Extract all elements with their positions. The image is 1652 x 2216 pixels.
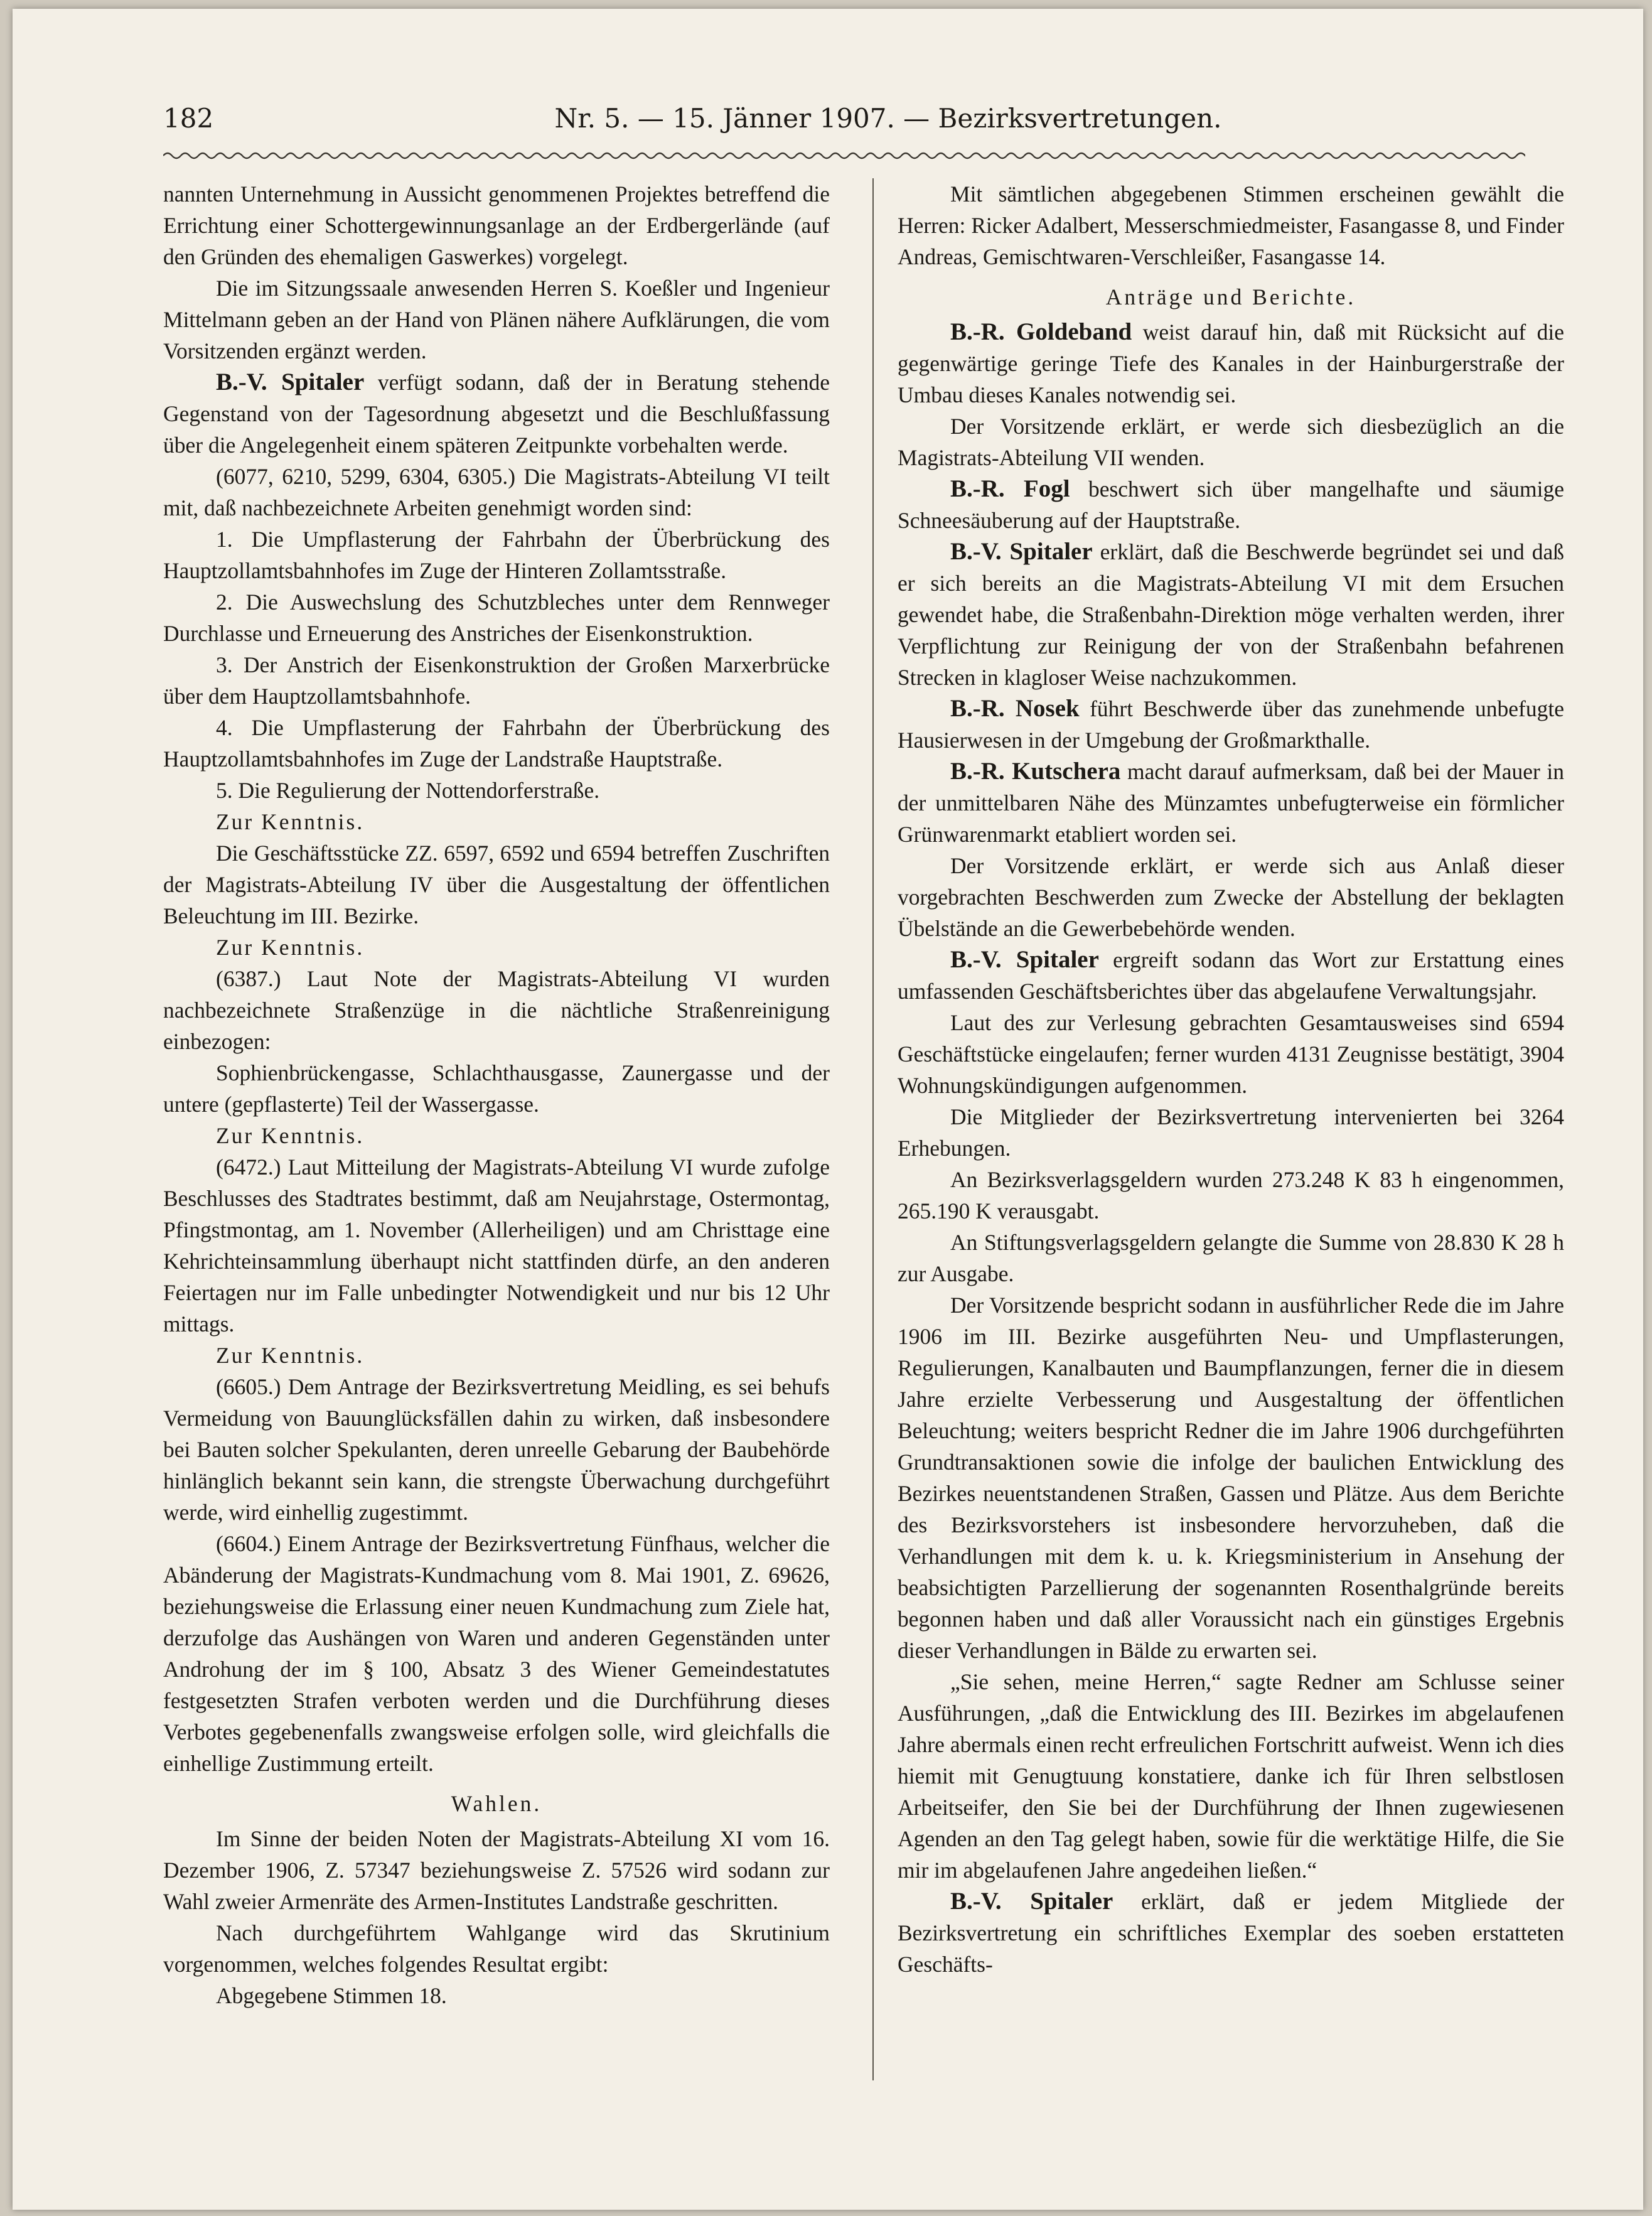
- paragraph: [163, 1057, 830, 1120]
- paragraph: [163, 1371, 830, 1528]
- speaker-name: B.-V. Spitaler: [950, 1888, 1113, 1915]
- paragraph-text: (6077, 6210, 5299, 6304, 6305.) Die Magistrats-Abteilung VI teilt mit, daß nachbezeichnete Arbeiten genehmigt worden sind:: [163, 464, 830, 520]
- speaker-name: B.-V. Spitaler: [950, 538, 1093, 565]
- paragraph-text: (6472.) Laut Mitteilung der Magistrats-Abteilung VI wurde zufolge Beschlusses des Stadtrates bestimmt, daß am Neujahrstage, Ostermontag, Pfingstmontag, am 1. November (Allerheiligen) und am Christtage eine Kehrichteinsammlung überhaupt nicht stattfinden dürfe, an den anderen Feiertagen nur im Falle unbedingter Notwendigkeit und nur bis 12 Uhr mittags.: [163, 1154, 830, 1337]
- speaker-name: B.-R. Nosek: [950, 695, 1080, 722]
- newspaper-page: [13, 9, 1643, 2210]
- paragraph-text: An Bezirksverlagsgeldern wurden 273.248 K 83 h eingenommen, 265.190 K verausgabt.: [898, 1167, 1564, 1224]
- paragraph: [898, 1886, 1564, 1980]
- paragraph-text: 1. Die Umpflasterung der Fahrbahn der Überbrückung des Hauptzollamtsbahnhofes im Zuge der Hinteren Zollamtsstraße.: [163, 527, 830, 583]
- paragraph-text: Mit sämtlichen abgegebenen Stimmen erscheinen gewählt die Herren: Ricker Adalbert, Messerschmiedmeister, Fasangasse 8, und Finder Andreas, Gemischtwaren-Verschleißer, Fasangasse 14.: [898, 181, 1564, 269]
- paragraph: [898, 1164, 1564, 1227]
- speaker-name: B.-V. Spitaler: [950, 946, 1099, 973]
- paragraph-text: 3. Der Anstrich der Eisenkonstruktion der Großen Marxerbrücke über dem Hauptzollamtsbahnhofe.: [163, 652, 830, 709]
- paragraph-text: Laut des zur Verlesung gebrachten Gesamtausweises sind 6594 Geschäftstücke eingelaufen; ferner wurden 4131 Zeugnisse bestätigt, 3904 Wohnungskündigungen aufgenommen.: [898, 1010, 1564, 1098]
- paragraph: [898, 1227, 1564, 1289]
- paragraph: [898, 178, 1564, 272]
- paragraph-text: Der Vorsitzende erklärt, er werde sich aus Anlaß dieser vorgebrachten Beschwerden zum Zwecke der Abstellung der beklagten Übelstände an die Gewerbebehörde wenden.: [898, 853, 1564, 941]
- paragraph-text: (6604.) Einem Antrage der Bezirksvertretung Fünfhaus, welcher die Abänderung der Magistrats-Kundmachung vom 8. Mai 1901, Z. 69626, beziehungsweise die Erlassung einer neuen Kundmachung zum Ziele hat, derzufolge das Aushängen von Waren und anderen Gegenständen unter Androhung der im § 100, Absatz 3 des Wiener Gemeindestatutes festgesetzten Strafen verboten werden und die Durchführung dieses Verbotes gegebenenfalls zwangsweise erfolgen solle, wird gleichfalls die einhellige Zustimmung erteilt.: [163, 1531, 830, 1776]
- paragraph: [898, 316, 1564, 411]
- paragraph-text: Der Vorsitzende bespricht sodann in ausführlicher Rede die im Jahre 1906 im III. Bezirke ausgeführten Neu- und Umpflasterungen, Regulierungen, Kanalbauten und Baumpflanzungen, ferner die in diesem Jahre erzielte Verbesserung und Ausgestaltung der öffentlichen Beleuchtung; weiters bespricht Redner die im Jahre 1906 durchgeführten Grundtransaktionen sowie die infolge der baulichen Entwicklung des Bezirkes neuentstandenen Straßen, Gassen und Plätze. Aus dem Berichte des Bezirksvorstehers ist insbesondere hervorzuheben, daß die Verhandlungen mit dem k. u. k. Kriegsministerium in Ansehung der beabsichtigten Parzellierung der sogenannten Rosenthalgründe bereits begonnen haben und daß aller Voraussicht nach ein günstiges Ergebnis dieser Verhandlungen in Bälde zu erwarten sei.: [898, 1293, 1564, 1663]
- paragraph-text: Anträge und Berichte.: [1105, 284, 1356, 309]
- section-heading: [163, 1788, 830, 1819]
- paragraph-text: Zur Kenntnis.: [216, 1123, 365, 1148]
- paragraph: [163, 178, 830, 272]
- paragraph-text: „Sie sehen, meine Herren,“ sagte Redner am Schlusse seiner Ausführungen, „daß die Entwicklung des III. Bezirkes im abgelaufenen Jahre abermals einen recht erfreulichen Fortschritt aufweist. Wenn ich dies hiemit mit Genugtuung konstatiere, danke ich für Ihren selbstlosen Arbeitseifer, den Sie bei der Durchführung der Ihnen zugewiesenen Agenden an den Tag gelegt haben, sowie für die werktätige Hilfe, die Sie mir im abgelaufenen Jahre angedeihen ließen.“: [898, 1669, 1564, 1883]
- paragraph: [898, 1101, 1564, 1164]
- paragraph: [163, 649, 830, 712]
- paragraph: [163, 1151, 830, 1340]
- note-zur-kenntnis: [163, 1340, 830, 1371]
- paragraph: [163, 461, 830, 524]
- paragraph-text: Zur Kenntnis.: [216, 809, 365, 834]
- speaker-name: B.-R. Goldeband: [950, 318, 1132, 345]
- paragraph: [898, 693, 1564, 756]
- paragraph: [898, 850, 1564, 944]
- paragraph-text: Abgegebene Stimmen 18.: [216, 1983, 447, 2008]
- note-zur-kenntnis: [163, 806, 830, 837]
- note-zur-kenntnis: [163, 1120, 830, 1151]
- column-divider: [872, 178, 874, 2080]
- paragraph-text: An Stiftungsverlagsgeldern gelangte die Summe von 28.830 K 28 h zur Ausgabe.: [898, 1230, 1564, 1286]
- note-zur-kenntnis: [163, 932, 830, 963]
- paragraph: [898, 473, 1564, 536]
- paragraph-text: erklärt, daß er jedem Mitgliede der Bezirksvertretung ein schriftliches Exemplar des soeben erstatteten Geschäfts-: [898, 1889, 1564, 1977]
- paragraph: [163, 963, 830, 1057]
- paragraph-text: Nach durchgeführtem Wahlgange wird das Skrutinium vorgenommen, welches folgendes Resultat ergibt:: [163, 1920, 830, 1977]
- paragraph: [898, 756, 1564, 850]
- paragraph-text: 4. Die Umpflasterung der Fahrbahn der Überbrückung des Hauptzollamtsbahnhofes im Zuge der Landstraße Hauptstraße.: [163, 715, 830, 772]
- paragraph: [163, 712, 830, 775]
- paragraph: [898, 536, 1564, 693]
- paragraph: [163, 586, 830, 649]
- right-column: [898, 178, 1564, 1980]
- paragraph-text: Sophienbrückengasse, Schlachthausgasse, Zaunergasse und der untere (gepflasterte) Teil der Wassergasse.: [163, 1060, 830, 1117]
- paragraph-text: weist darauf hin, daß mit Rücksicht auf die gegenwärtige geringe Tiefe des Kanales in der Hainburgerstraße der Umbau dieses Kanales notwendig sei.: [898, 320, 1565, 407]
- page-header: [163, 97, 1525, 141]
- paragraph-text: Zur Kenntnis.: [216, 935, 365, 960]
- speaker-name: B.-R. Kutschera: [950, 758, 1121, 785]
- paragraph: [163, 367, 830, 461]
- paragraph-text: verfügt sodann, daß der in Beratung stehende Gegenstand von der Tagesordnung abgesetzt und die Beschlußfassung über die Angelegenheit einem späteren Zeitpunkte vorbehalten werde.: [163, 370, 830, 458]
- paragraph-text: Die Mitglieder der Bezirksvertretung intervenierten bei 3264 Erhebungen.: [898, 1104, 1564, 1161]
- section-heading: [898, 281, 1564, 313]
- paragraph-text: Die Geschäftsstücke ZZ. 6597, 6592 und 6594 betreffen Zuschriften der Magistrats-Abteilung IV über die Ausgestaltung der öffentlichen Beleuchtung im III. Bezirke.: [163, 841, 830, 928]
- paragraph-text: erklärt, daß die Beschwerde begründet sei und daß er sich bereits an die Magistrats-Abteilung VI mit dem Ersuchen gewendet habe, die Straßenbahn-Direktion möge verhalten werden, ihrer Verpflichtung zur Reinigung der von der Straßenbahn befahrenen Strecken in klagloser Weise nachzukommen.: [898, 539, 1564, 690]
- paragraph: [898, 1666, 1564, 1886]
- left-column: [163, 178, 830, 2011]
- paragraph-text: 2. Die Auswechslung des Schutzbleches unter dem Rennweger Durchlasse und Erneuerung des Anstriches der Eisenkonstruktion.: [163, 589, 830, 646]
- paragraph: [163, 1980, 830, 2011]
- paragraph: [163, 1528, 830, 1779]
- paragraph: [898, 411, 1564, 473]
- paragraph-text: Wahlen.: [451, 1791, 542, 1816]
- paragraph: [898, 1289, 1564, 1666]
- paragraph-text: (6387.) Laut Note der Magistrats-Abteilung VI wurden nachbezeichnete Straßenzüge in die nächtliche Straßenreinigung einbezogen:: [163, 966, 830, 1054]
- page-number: 182: [163, 103, 214, 134]
- paragraph-text: Im Sinne der beiden Noten der Magistrats-Abteilung XI vom 16. Dezember 1906, Z. 57347 beziehungsweise Z. 57526 wird sodann zur Wahl zweier Armenräte des Armen-Institutes Landstraße geschritten.: [163, 1826, 830, 1914]
- paragraph-text: Der Vorsitzende erklärt, er werde sich diesbezüglich an die Magistrats-Abteilung VII wenden.: [898, 414, 1564, 470]
- paragraph-text: Zur Kenntnis.: [216, 1343, 365, 1368]
- running-head: Nr. 5. — 15. Jänner 1907. — Bezirksvertretungen.: [554, 103, 1222, 134]
- paragraph: [898, 944, 1564, 1007]
- paragraph: [163, 272, 830, 367]
- paragraph: [163, 837, 830, 932]
- paragraph: [163, 1917, 830, 1980]
- speaker-name: B.-R. Fogl: [950, 475, 1070, 502]
- paragraph: [898, 1007, 1564, 1101]
- paragraph-text: Die im Sitzungssaale anwesenden Herren S. Koeßler und Ingenieur Mittelmann geben an der Hand von Plänen nähere Aufklärungen, die vom Vorsitzenden ergänzt werden.: [163, 276, 830, 363]
- paragraph: [163, 775, 830, 806]
- paragraph-text: ergreift sodann das Wort zur Erstattung eines umfassenden Geschäftsberichtes über das abgelaufene Verwaltungsjahr.: [898, 947, 1564, 1004]
- paragraph-text: macht darauf aufmerksam, daß bei der Mauer in der unmittelbaren Nähe des Münzamtes unbefugterweise ein förmlicher Grünwarenmarkt etabliert worden sei.: [898, 759, 1564, 847]
- paragraph-text: beschwert sich über mangelhafte und säumige Schneesäuberung auf der Hauptstraße.: [898, 476, 1564, 533]
- paragraph-text: nannten Unternehmung in Aussicht genommenen Projektes betreffend die Errichtung einer Schottergewinnungsanlage an der Erdbergerlände (auf den Gründen des ehemaligen Gaswerkes) vorgelegt.: [163, 181, 830, 269]
- header-rule: [163, 148, 1525, 163]
- paragraph-text: führt Beschwerde über das zunehmende unbefugte Hausierwesen in der Umgebung der Großmarkthalle.: [898, 696, 1564, 753]
- paragraph-text: (6605.) Dem Antrage der Bezirksvertretung Meidling, es sei behufs Vermeidung von Bauunglücksfällen dahin zu wirken, daß insbesondere bei Bauten solcher Spekulanten, deren unreelle Gebarung der Baubehörde hinlänglich bekannt sein kann, die strengste Überwachung durchgeführt werde, wird einhellig zugestimmt.: [163, 1374, 830, 1525]
- paragraph: [163, 1823, 830, 1917]
- speaker-name: B.-V. Spitaler: [216, 368, 365, 395]
- paragraph: [163, 524, 830, 586]
- paragraph-text: 5. Die Regulierung der Nottendorferstraße.: [216, 778, 600, 803]
